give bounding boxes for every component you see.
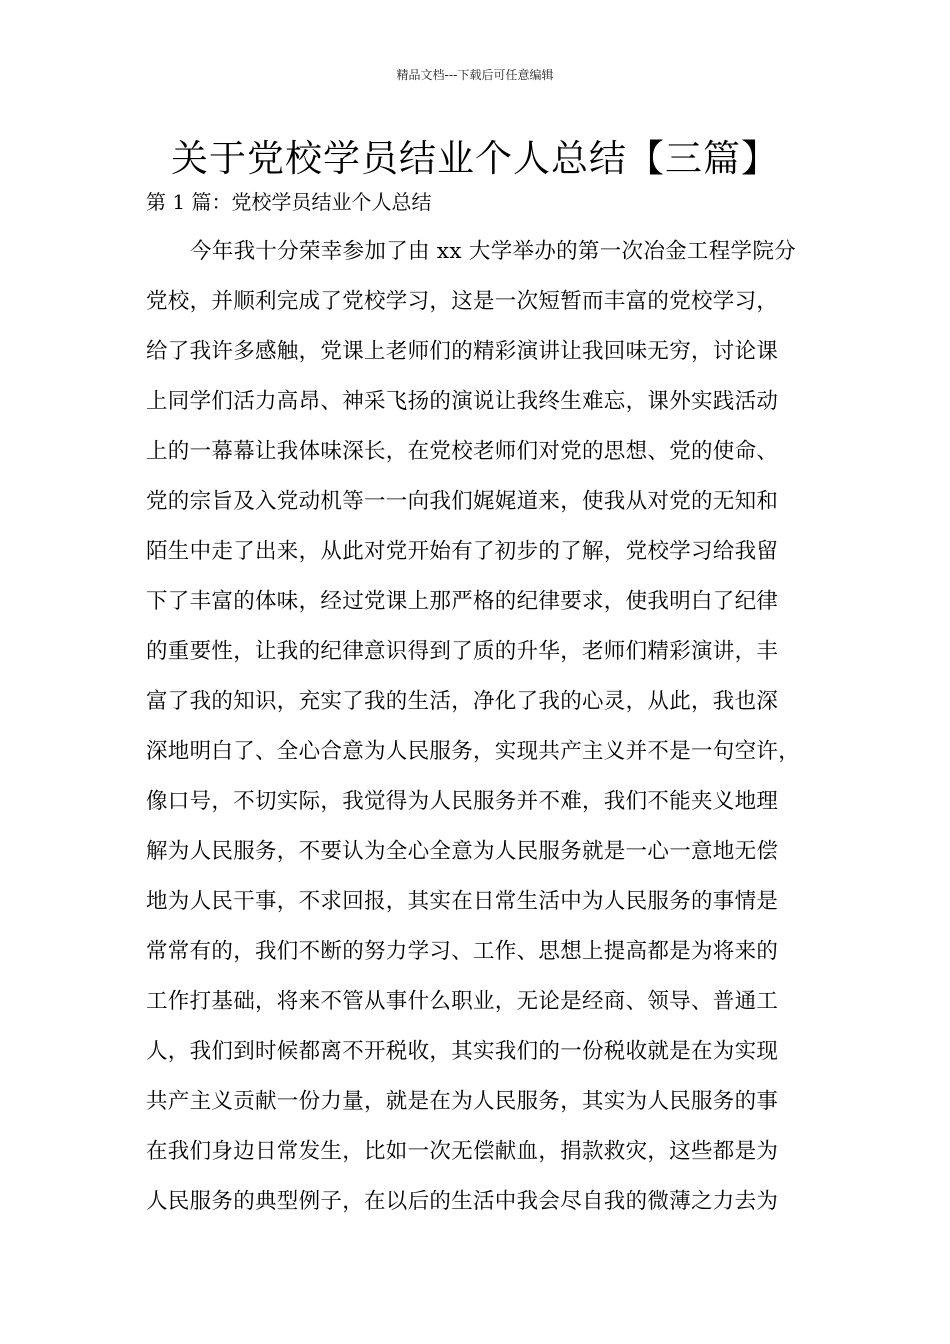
paragraph-line: 陌生中走了出来，从此对党开始有了初步的了解，党校学习给我留 <box>146 539 779 564</box>
paragraph-line: 党校，并顺利完成了党校学习，这是一次短暂而丰富的党校学习， <box>146 289 779 314</box>
paragraph-line: 常常有的，我们不断的努力学习、工作、思想上提高都是为将来的 <box>146 939 779 964</box>
paragraph-line: 下了丰富的体味，经过党课上那严格的纪律要求，使我明白了纪律 <box>146 589 779 614</box>
paragraph-line: 在我们身边日常发生，比如一次无偿献血，捐款救灾，这些都是为 <box>146 1139 779 1164</box>
paragraph-line: 今年我十分荣幸参加了由 xx 大学举办的第一次冶金工程学院分 <box>190 239 796 264</box>
header-note: 精品文档---下载后可任意编辑 <box>396 68 554 82</box>
paragraph-line: 富了我的知识，充实了我的生活，净化了我的心灵，从此，我也深 <box>146 689 779 714</box>
paragraph-line: 的重要性，让我的纪律意识得到了质的升华，老师们精彩演讲，丰 <box>146 639 779 664</box>
paragraph-line: 给了我许多感触，党课上老师们的精彩演讲让我回味无穷，讨论课 <box>146 339 779 364</box>
paragraph-line: 像口号，不切实际，我觉得为人民服务并不难，我们不能夹义地理 <box>146 789 779 814</box>
document-title: 关于党校学员结业个人总结【三篇】 <box>171 137 779 180</box>
section-heading: 第 1 篇：党校学员结业个人总结 <box>146 190 432 214</box>
paragraph-line: 工作打基础，将来不管从事什么职业，无论是经商、领导、普通工 <box>146 989 779 1014</box>
paragraph-line: 党的宗旨及入党动机等一一向我们娓娓道来，使我从对党的无知和 <box>146 489 779 514</box>
paragraph-line: 共产主义贡献一份力量，就是在为人民服务，其实为人民服务的事 <box>146 1089 779 1114</box>
paragraph-line: 人民服务的典型例子，在以后的生活中我会尽自我的微薄之力去为 <box>146 1189 779 1214</box>
paragraph-line: 深地明白了、全心合意为人民服务，实现共产主义并不是一句空许， <box>146 739 801 764</box>
paragraph-line: 人，我们到时候都离不开税收，其实我们的一份税收就是在为实现 <box>146 1039 779 1064</box>
paragraph-line: 上同学们活力高昂、神采飞扬的演说让我终生难忘，课外实践活动 <box>146 389 779 414</box>
body-paragraph <box>146 234 818 1234</box>
paragraph-line: 上的一幕幕让我体味深长，在党校老师们对党的思想、党的使命、 <box>146 439 779 464</box>
paragraph-line: 解为人民服务，不要认为全心全意为人民服务就是一心一意地无偿 <box>146 839 779 864</box>
paragraph-line: 地为人民干事，不求回报，其实在日常生活中为人民服务的事情是 <box>146 889 779 914</box>
